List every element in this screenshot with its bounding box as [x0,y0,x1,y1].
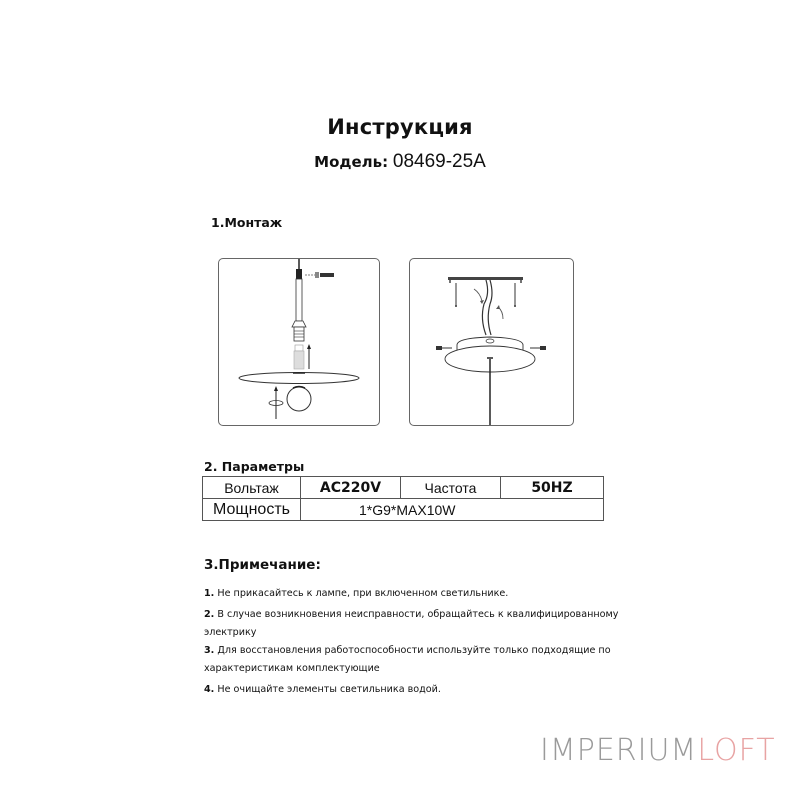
table-row [203,477,604,499]
list-item [204,681,624,699]
note-number: 1. [204,588,215,599]
pendant-lamp-assembly-icon [219,259,379,425]
ceiling-canopy-mount-icon [410,259,573,425]
note-number: 3. [204,645,215,656]
list-item [204,642,624,678]
model-line [0,151,800,173]
section-heading-mounting: 1.Монтаж [211,215,283,230]
power-label: Мощность [203,499,301,521]
voltage-label: Вольтаж [203,477,301,499]
note-text: Для восстановления работоспособности используйте только подходящие по характеристикам комплектующие [204,645,611,674]
list-item [204,606,624,642]
list-item [204,585,624,603]
ceiling-mount-diagram [409,258,574,426]
note-text: Не очищайте элементы светильника водой. [217,684,441,695]
model-value: 08469-25A [392,151,486,172]
note-text: В случае возникновения неисправности, обращайтесь к квалифицированному электрику [204,609,619,638]
brand-name-part2: LOFT [697,733,776,768]
parameters-table [202,476,604,521]
brand-name-part1: IMPERIUM [540,733,698,768]
frequency-label: Частота [401,477,501,499]
note-number: 4. [204,684,215,695]
note-text: Не прикасайтесь к лампе, при включенном светильнике. [217,588,509,599]
section-heading-parameters: 2. Параметры [204,459,305,474]
note-number: 2. [204,609,215,620]
document-title: Инструкция [327,115,473,139]
table-row [203,499,604,521]
power-value: 1*G9*MAX10W [301,499,604,521]
lamp-assembly-diagram [218,258,380,426]
frequency-value: 50HZ [501,477,604,499]
notes-list [204,585,624,702]
section-heading-notes: 3.Примечание: [204,557,321,573]
brand-logo [540,733,776,768]
model-label: Модель: [314,153,389,171]
voltage-value: AC220V [301,477,401,499]
